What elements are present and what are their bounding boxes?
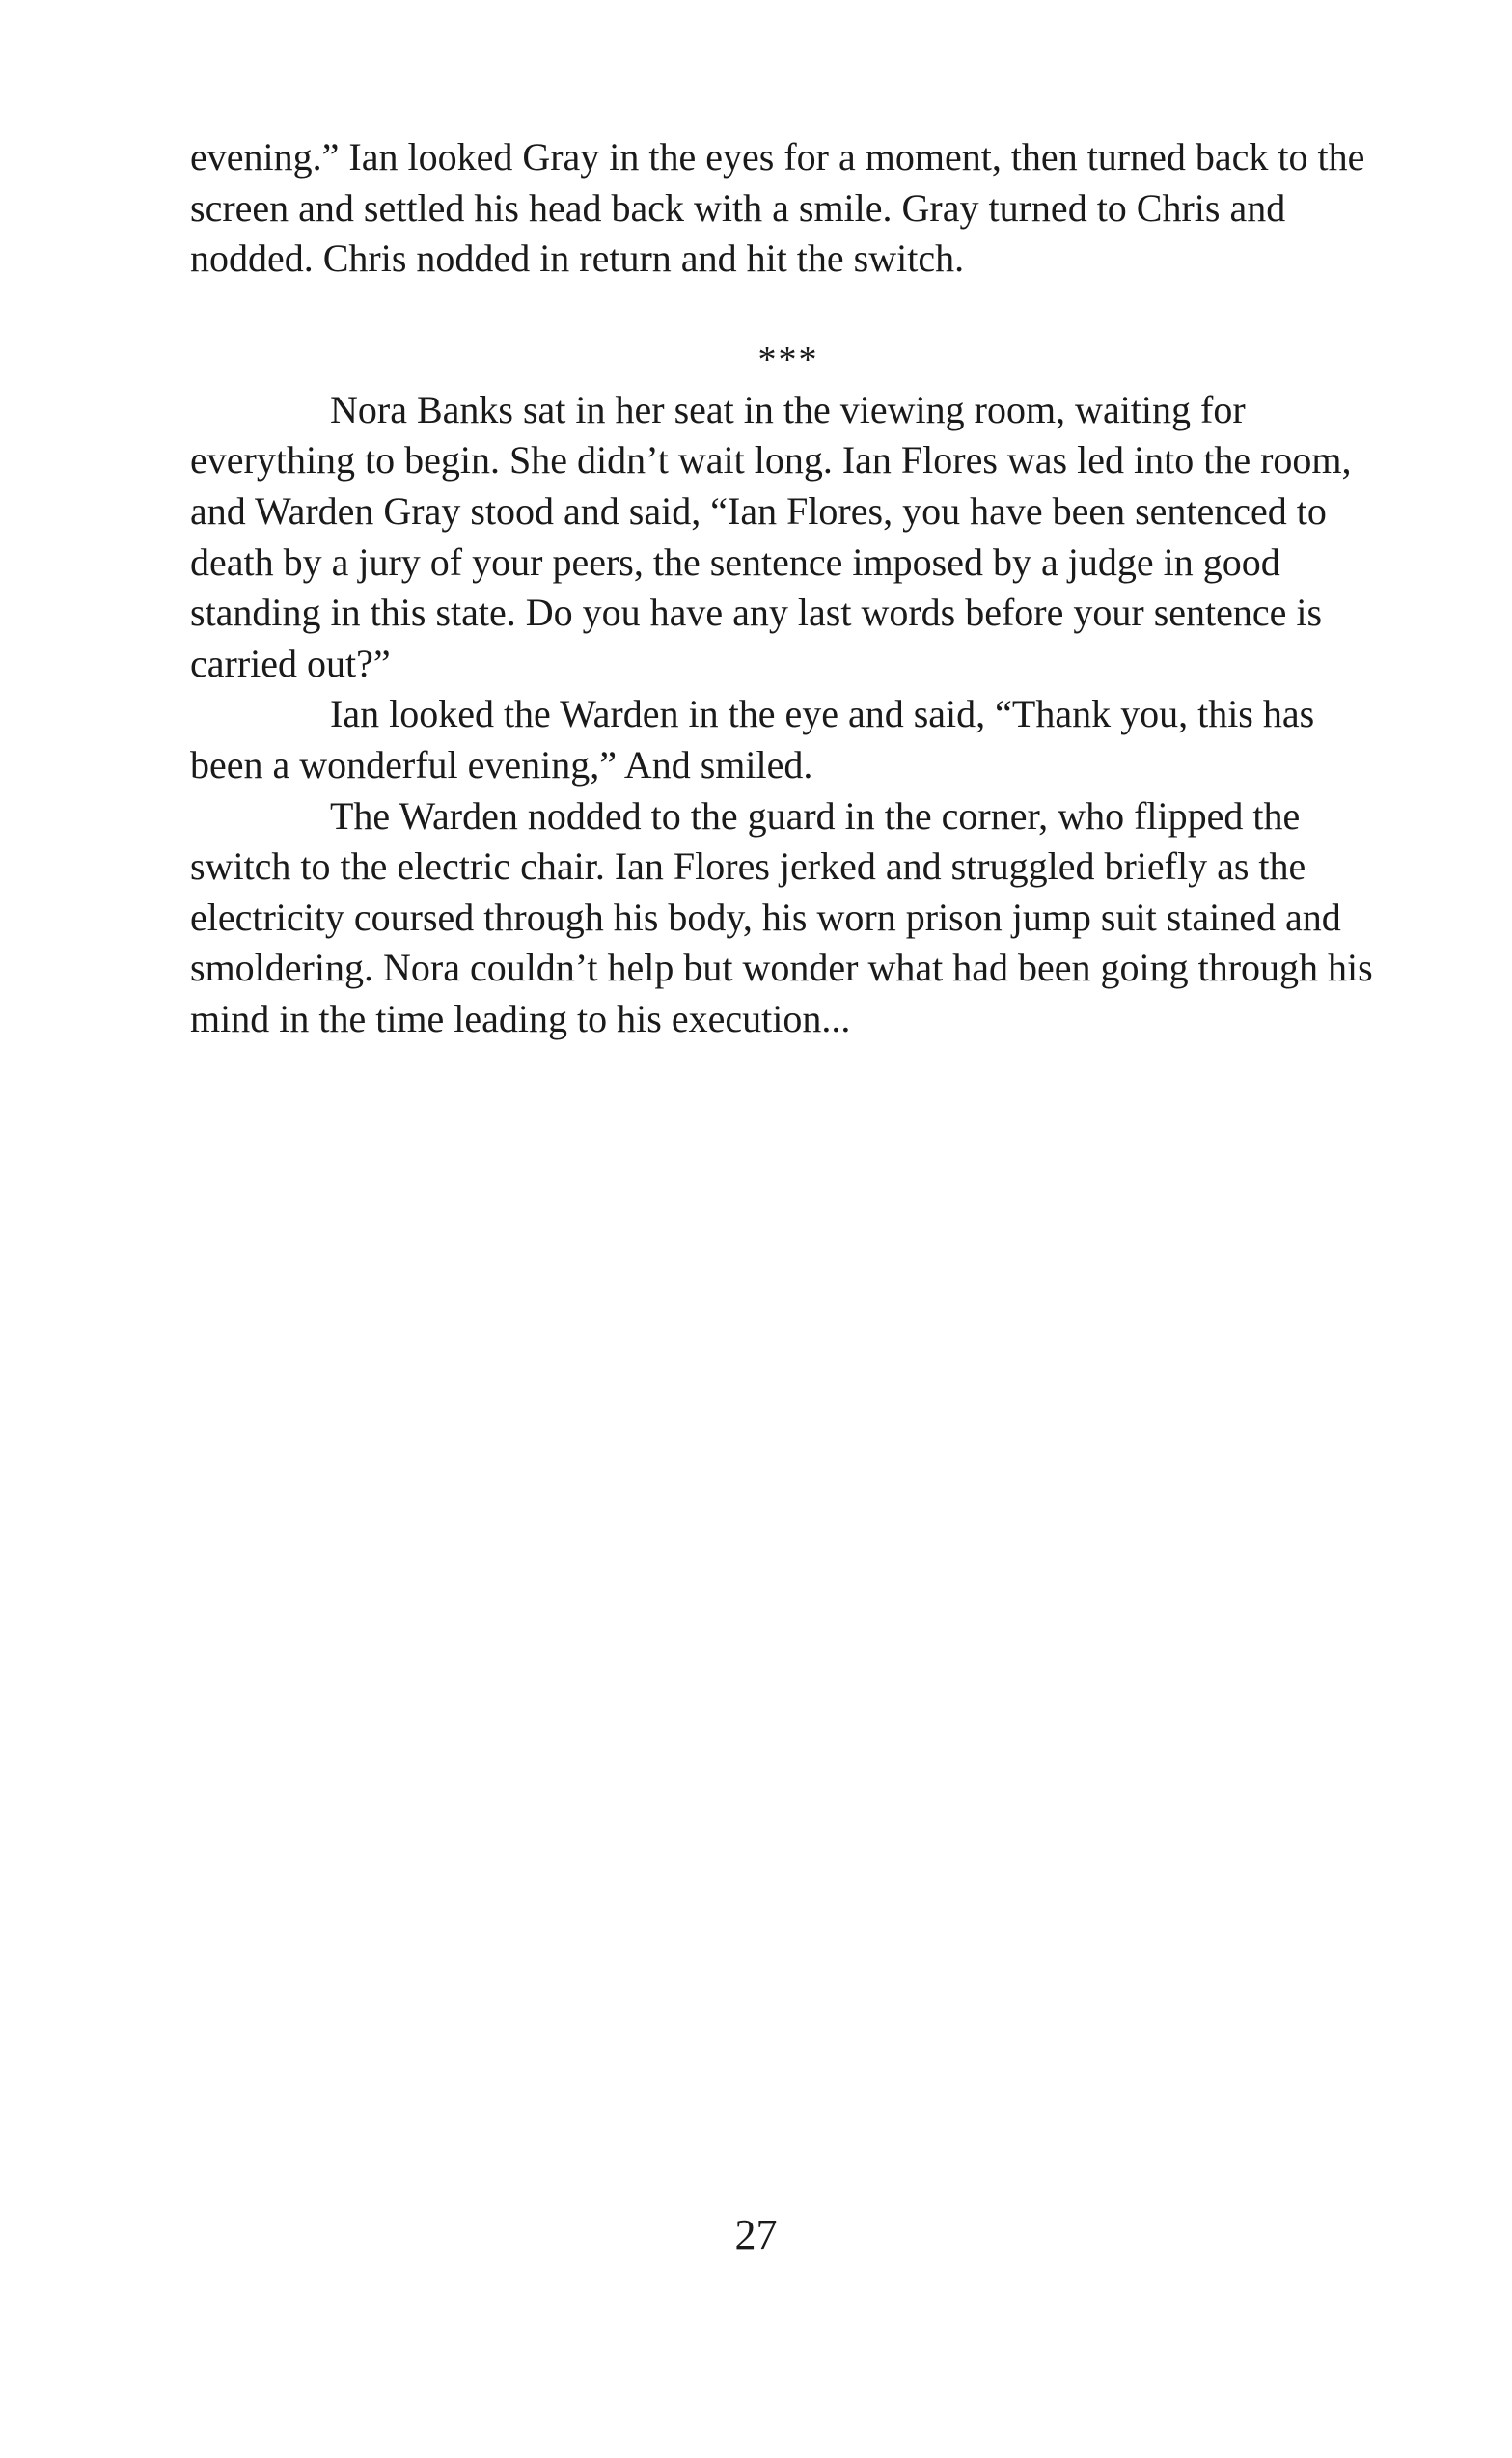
paragraph: Ian looked the Warden in the eye and said, “Thank you, this has been a wonderful evening,” And smiled. xyxy=(190,692,1315,787)
page-number: 27 xyxy=(734,2211,778,2258)
scene-break: *** xyxy=(757,339,819,380)
paragraph-continued: evening.” Ian looked Gray in the eyes for a moment, then turned back to the screen and settled his head back with a smile. Gray turned to Chris and nodded. Chris nodded in return and hit the switch. xyxy=(190,135,1365,281)
paragraph: The Warden nodded to the guard in the corner, who flipped the switch to the electric chair. Ian Flores jerked and struggled briefly as the electricity coursed through his body, his worn prison jump suit stained and smoldering. Nora couldn’t help but wonder what had been going through his mind in the time leading to his execution... xyxy=(190,793,1373,1040)
paragraph: Nora Banks sat in her seat in the viewing room, waiting for everything to begin. She didn’t wait long. Ian Flores was led into the room, and Warden Gray stood and said, “Ian Flores, you have been sentenced to death by a jury of your peers, the sentence imposed by a judge in good standing in this state. Do you have any last words before your sentence is carried out?” xyxy=(190,387,1352,685)
body-text xyxy=(190,132,1387,1045)
